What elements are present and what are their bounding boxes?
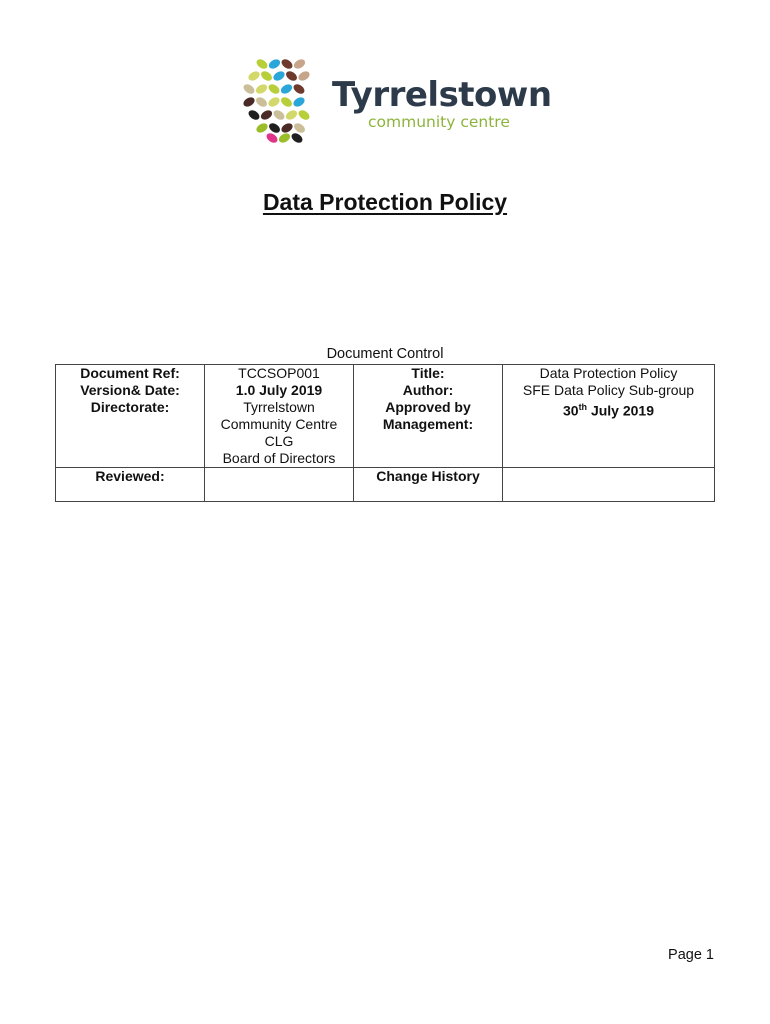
table-row [56,382,715,399]
leaf-shape [280,122,294,135]
change-history-value [503,468,715,502]
author-label: Author: [354,382,503,399]
leaf-shape [255,122,269,135]
document-ref-label: Document Ref: [56,365,205,383]
reviewed-label: Reviewed: [56,468,205,502]
document-ref-value: TCCSOP001 [205,365,354,383]
leaf-cluster-icon [232,52,324,144]
leaf-shape [297,108,311,121]
approval-date-day: 30 [562,402,579,419]
leaf-shape [265,131,279,144]
document-control-caption: Document Control [326,346,444,362]
table-row [56,468,715,502]
leaf-shape [292,82,306,95]
leaf-shape [279,83,293,96]
author-value: SFE Data Policy Sub-group [503,382,715,399]
logo-tagline: community centre [368,113,510,131]
tyrrelstown-logo [232,52,552,144]
version-date-value: 1.0 July 2019 [205,382,354,399]
leaf-shape [242,96,256,109]
leaf-shape [272,70,286,83]
leaf-shape [279,95,293,108]
change-history-label: Change History [354,468,503,502]
document-title: Data Protection Policy [262,189,508,215]
version-date-label: Version& Date: [56,382,205,399]
directorate-line: Community Centre [220,416,338,432]
leaf-shape [254,95,268,108]
leaf-shape [272,108,286,121]
leaf-shape [284,69,298,82]
page-number: Page 1 [668,947,714,963]
approval-date-ordinal: th [578,402,588,412]
leaf-shape [284,109,298,122]
approval-date-value [503,399,715,468]
leaf-shape [290,131,304,144]
approval-date-rest: July 2019 [587,402,654,419]
approved-by-line: Approved by [385,399,471,415]
title-label: Title: [354,365,503,383]
table-row [56,365,715,383]
directorate-line: CLG [264,433,294,449]
title-value: Data Protection Policy [503,365,715,383]
leaf-shape [267,121,281,134]
leaf-shape [242,82,256,95]
directorate-value [205,399,354,468]
approved-by-label [354,399,503,468]
leaf-shape [292,96,306,109]
directorate-line: Board of Directors [222,450,336,466]
leaf-shape [297,70,311,83]
leaf-shape [267,96,281,109]
directorate-line: Tyrrelstown [243,399,315,415]
leaf-shape [254,83,268,96]
leaf-shape [259,109,273,122]
leaf-shape [267,82,281,95]
leaf-shape [277,132,291,144]
approved-by-line: Management: [382,416,474,432]
leaf-shape [292,58,306,71]
leaf-shape [280,57,294,70]
reviewed-value [205,468,354,502]
leaf-shape [255,57,269,70]
directorate-label: Directorate: [56,399,205,468]
table-row [56,399,715,468]
document-control-table [55,364,715,502]
leaf-shape [247,70,261,83]
leaf-shape [267,58,281,71]
leaf-shape [247,108,261,121]
leaf-shape [292,121,306,134]
logo-wordmark: Tyrrelstown [332,75,552,115]
leaf-shape [259,69,273,82]
